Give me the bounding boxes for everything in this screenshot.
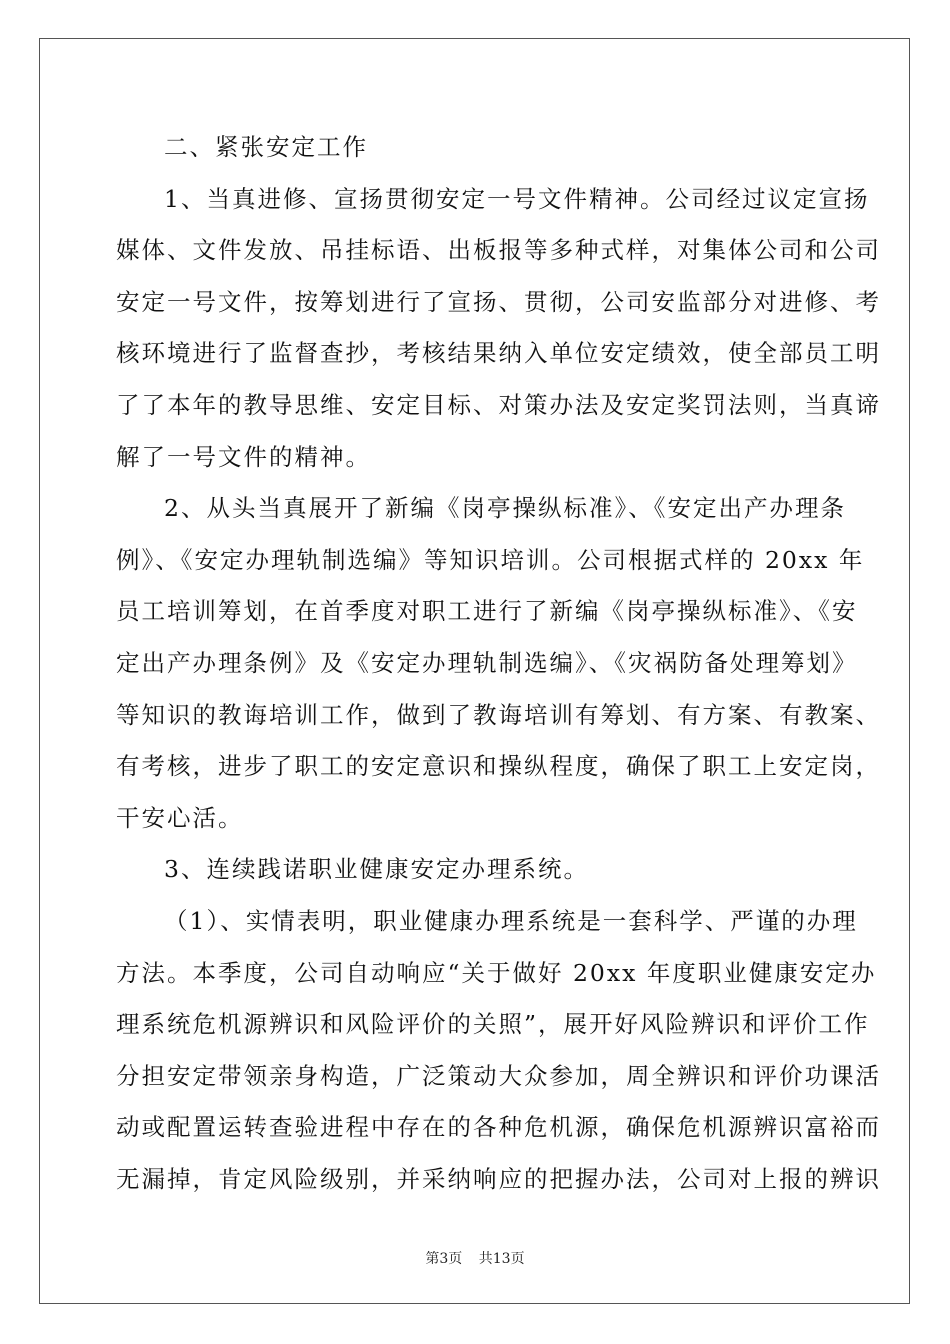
- text-line: 干安心活。: [116, 803, 244, 832]
- document-body: [116, 122, 881, 1205]
- text-line: 例》、《安定办理轨制选编》等知识培训。公司根据式样的 20xx 年: [116, 545, 865, 574]
- text-line: 定出产办理条例》及《安定办理轨制选编》、《灾祸防备处理筹划》: [116, 648, 858, 677]
- text-line: 3、连续践诺职业健康安定办理系统。: [164, 855, 589, 884]
- paragraph-lines: [116, 174, 881, 1206]
- text-line: 分担安定带领亲身构造，广泛策动大众参加，周全辨识和评价功课活: [116, 1061, 881, 1090]
- text-line: 安定一号文件，按筹划进行了宣扬、贯彻，公司安监部分对进修、考: [116, 287, 881, 316]
- text-line: 理系统危机源辨识和风险评价的关照”，展开好风险辨识和评价工作: [116, 1010, 870, 1039]
- text-line: 1、当真进修、宣扬贯彻安定一号文件精神。公司经过议定宣扬: [164, 184, 870, 213]
- text-line: 员工培训筹划，在首季度对职工进行了新编《岗亭操纵标准》、《安: [116, 597, 858, 626]
- section-heading: 二、紧张安定工作: [164, 133, 368, 161]
- text-line: （1）、实情表明，职业健康办理系统是一套科学、严谨的办理: [164, 906, 858, 935]
- text-line: 等知识的教诲培训工作，做到了教诲培训有筹划、有方案、有教案、: [116, 700, 881, 729]
- text-line: 方法。本季度，公司自动响应“关于做好 20xx 年度职业健康安定办: [116, 958, 877, 987]
- text-line: 核环境进行了监督查抄，考核结果纳入单位安定绩效，使全部员工明: [116, 339, 881, 368]
- page-footer: [0, 1248, 950, 1268]
- text-line: 了了本年的教导思维、安定目标、对策办法及安定奖罚法则，当真谛: [116, 390, 881, 419]
- text-line: 2、从头当真展开了新编《岗亭操纵标准》、《安定出产办理条: [164, 494, 846, 523]
- page-total: 共13页: [478, 1251, 525, 1267]
- text-line: 无漏掉，肯定风险级别，并采纳响应的把握办法，公司对上报的辨识: [116, 1164, 881, 1193]
- text-line: 解了一号文件的精神。: [116, 442, 371, 471]
- text-line: 动或配置运转查验进程中存在的各种危机源，确保危机源辨识富裕而: [116, 1113, 881, 1142]
- text-line: 有考核，进步了职工的安定意识和操纵程度，确保了职工上安定岗，: [116, 752, 881, 781]
- text-line: 媒体、文件发放、吊挂标语、出板报等多种式样，对集体公司和公司: [116, 236, 881, 265]
- page-number: 第3页: [425, 1251, 463, 1267]
